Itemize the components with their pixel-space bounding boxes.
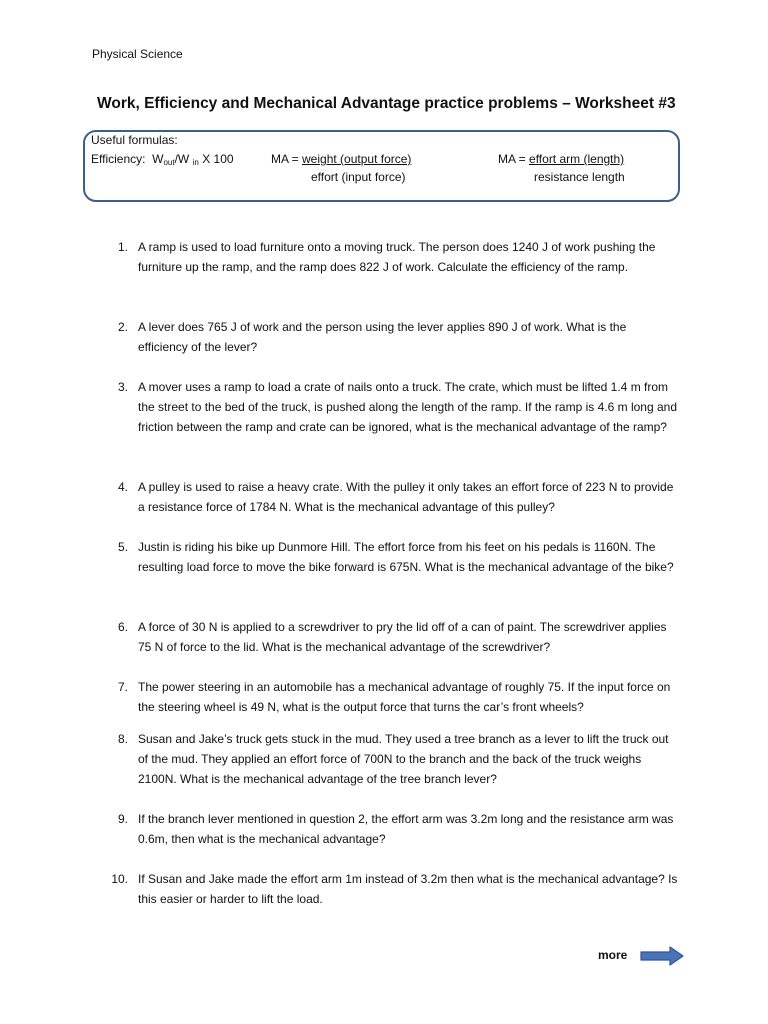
problem-number: 8.: [117, 732, 128, 746]
ma-force-numerator: weight (output force): [302, 152, 412, 166]
problem-number: 1.: [117, 240, 128, 254]
arrow-shape: [641, 947, 683, 965]
problem-number: 5.: [117, 540, 128, 554]
problem-number: 4.: [117, 480, 128, 494]
formula-box: [83, 130, 680, 202]
efficiency-tail: X 100: [202, 152, 234, 166]
efficiency-label: Efficiency:: [91, 152, 146, 166]
problem-text: Susan and Jake’s truck gets stuck in the mud. They used a tree branch as a lever to lift the truck out of the mud. They applied an effort force of 700N to the branch and the back of the truck weighs 2100N. What is the mechanical advantage of the tree branch lever?: [138, 732, 669, 786]
problem-text: A lever does 765 J of work and the person using the lever applies 890 J of work. What is the efficiency of the lever?: [138, 320, 627, 354]
problem-number: 3.: [117, 380, 128, 394]
problem-number: 9.: [117, 812, 128, 826]
ma-length-formula: [498, 152, 624, 166]
efficiency-w-in: /W: [174, 152, 190, 166]
efficiency-sub-out: out: [163, 158, 175, 167]
worksheet-title: Work, Efficiency and Mechanical Advantage practice problems – Worksheet #3: [97, 95, 676, 112]
efficiency-w-out: W: [152, 152, 164, 166]
problem-number: 2.: [117, 320, 128, 334]
right-arrow-icon[interactable]: [640, 946, 684, 966]
problem-text: The power steering in an automobile has a mechanical advantage of roughly 75. If the input force on the steering wheel is 49 N, what is the output force that turns the car’s front wheels?: [138, 680, 671, 714]
efficiency-sub-in: in: [192, 158, 199, 167]
ma-force-prefix: MA =: [271, 152, 303, 166]
efficiency-formula: [91, 152, 234, 167]
subject-label: Physical Science: [92, 47, 183, 61]
ma-force-formula: [271, 152, 411, 166]
problem-text: A pulley is used to raise a heavy crate. With the pulley it only takes an effort force of 223 N to provide a resistance force of 1784 N. What is the mechanical advantage of this pulley?: [138, 480, 674, 514]
ma-length-denominator: resistance length: [534, 170, 625, 184]
ma-length-numerator: effort arm (length): [529, 152, 625, 166]
formula-heading: Useful formulas:: [91, 133, 178, 147]
problem-text: Justin is riding his bike up Dunmore Hill. The effort force from his feet on his pedals is 1160N. The resulting load force to move the bike forward is 675N. What is the mechanical advantage of the bike?: [138, 540, 674, 574]
problem-number: 7.: [117, 680, 128, 694]
problem-text: If Susan and Jake made the effort arm 1m instead of 3.2m then what is the mechanical advantage? Is this easier or harder to lift the load.: [138, 872, 678, 906]
problem-text: A mover uses a ramp to load a crate of nails onto a truck. The crate, which must be lifted 1.4 m from the street to the bed of the truck, is pushed along the length of the ramp. If the ramp is 4.6 m long and friction between the ramp and crate can be ignored, what is the mechanical advantage of the ramp?: [138, 380, 677, 434]
ma-force-denominator: effort (input force): [311, 170, 406, 184]
ma-length-prefix: MA =: [498, 152, 530, 166]
problem-text: If the branch lever mentioned in question 2, the effort arm was 3.2m long and the resistance arm was 0.6m, then what is the mechanical advantage?: [138, 812, 674, 846]
problem-text: A ramp is used to load furniture onto a moving truck. The person does 1240 J of work pushing the furniture up the ramp, and the ramp does 822 J of work. Calculate the efficiency of the ramp.: [138, 240, 656, 274]
problem-text: A force of 30 N is applied to a screwdriver to pry the lid off of a can of paint. The screwdriver applies 75 N of force to the lid. What is the mechanical advantage of the screwdriver?: [138, 620, 667, 654]
problem-number: 6.: [117, 620, 128, 634]
more-label[interactable]: more: [598, 948, 628, 962]
problem-number: 10.: [111, 872, 128, 886]
